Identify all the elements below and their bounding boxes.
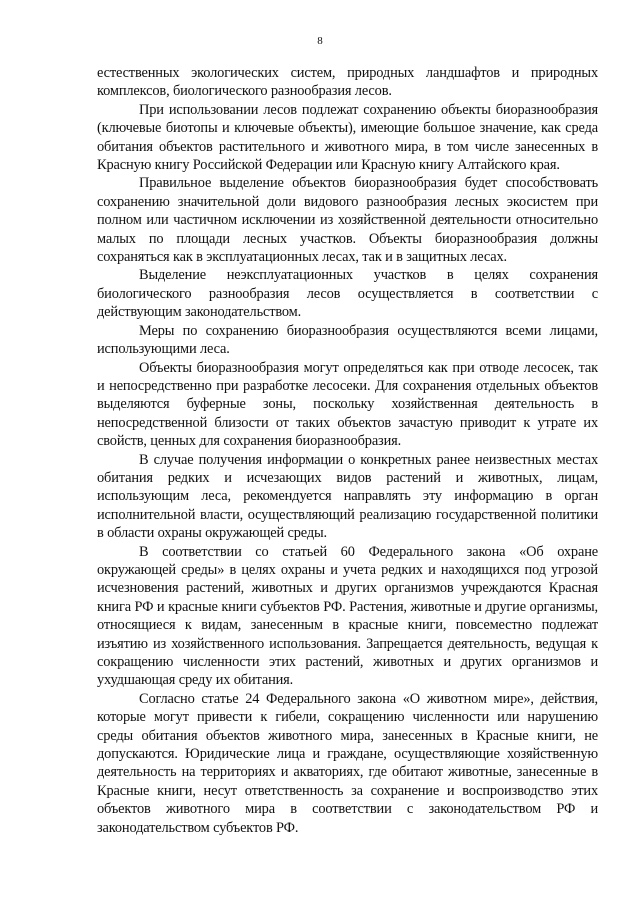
paragraph-non-exploitation-areas: Выделение неэксплуатационных участков в целях сохранения биологического разнообразия лесов осуществляется в соответствии с действующим законодательством. [97, 267, 598, 321]
paragraph-article-24: Согласно статье 24 Федерального закона «О животном мире», действия, которые могут привести к гибели, сокращению численности или нарушению среды обитания объектов животного мира, занесенных в Красные книги, не допускаются. Юридические лица и граждане, осуществляющие хозяйственную деятельность на территориях и акваториях, где обитают животные, занесенные в Красные книги, несут ответственность за сохранение и воспроизводство этих объектов животного мира в соответствии с законодательством РФ и законодательством субъектов РФ. [97, 690, 598, 836]
paragraph-biodiversity-objects: При использовании лесов подлежат сохранению объекты биоразнообразия (ключевые биотопы и ключевые объекты), имеющие большое значение, как среда обитания объектов растительного и животного мира, в том числе занесенных в Красную книгу Российской Федерации или Красную книгу Алтайского края. [97, 101, 598, 174]
document-body [97, 64, 598, 837]
paragraph-correct-selection: Правильное выделение объектов биоразнообразия будет способствовать сохранению значительной доли видового разнообразия лесных экосистем при полном или частичном исключении из хозяйственной деятельности относительно малых по площади лесных участков. Объекты биоразнообразия должны сохраняться как в эксплуатационных лесах, так и в защитных лесах. [97, 175, 598, 266]
paragraph-conservation-measures: Меры по сохранению биоразнообразия осуществляются всеми лицами, использующими леса. [97, 322, 598, 358]
paragraph-buffer-zones: Объекты биоразнообразия могут определяться как при отводе лесосек, так и непосредственно при разработке лесосеки. Для сохранения отдельных объектов выделяются буферные зоны, поскольку хозяйственная деятельность в непосредственной близости от таких объектов зачастую приводит к утрате их свойств, ценных для сохранения биоразнообразия. [97, 359, 598, 450]
page-number: 8 [317, 35, 323, 47]
paragraph-information-reporting: В случае получения информации о конкретных ранее неизвестных местах обитания редких и исчезающих видов растений и животных, лицам, использующим леса, рекомендуется направлять эту информацию в орган исполнительной власти, осуществляющий реализацию государственной политики в области охраны окружающей среды. [97, 451, 598, 542]
paragraph-continued: естественных экологических систем, природных ландшафтов и природных комплексов, биологического разнообразия лесов. [97, 65, 598, 100]
paragraph-article-60: В соответствии со статьей 60 Федерального закона «Об охране окружающей среды» в целях охраны и учета редких и находящихся под угрозой исчезновения растений, животных и других организмов учреждаются Красная книга РФ и красные книги субъектов РФ. Растения, животные и другие организмы, относящиеся к видам, занесенным в красные книги, повсеместно подлежат изъятию из хозяйственного использования. Запрещается деятельность, ведущая к сокращению численности этих растений, животных и других организмов и ухудшающая среду их обитания. [97, 543, 598, 689]
